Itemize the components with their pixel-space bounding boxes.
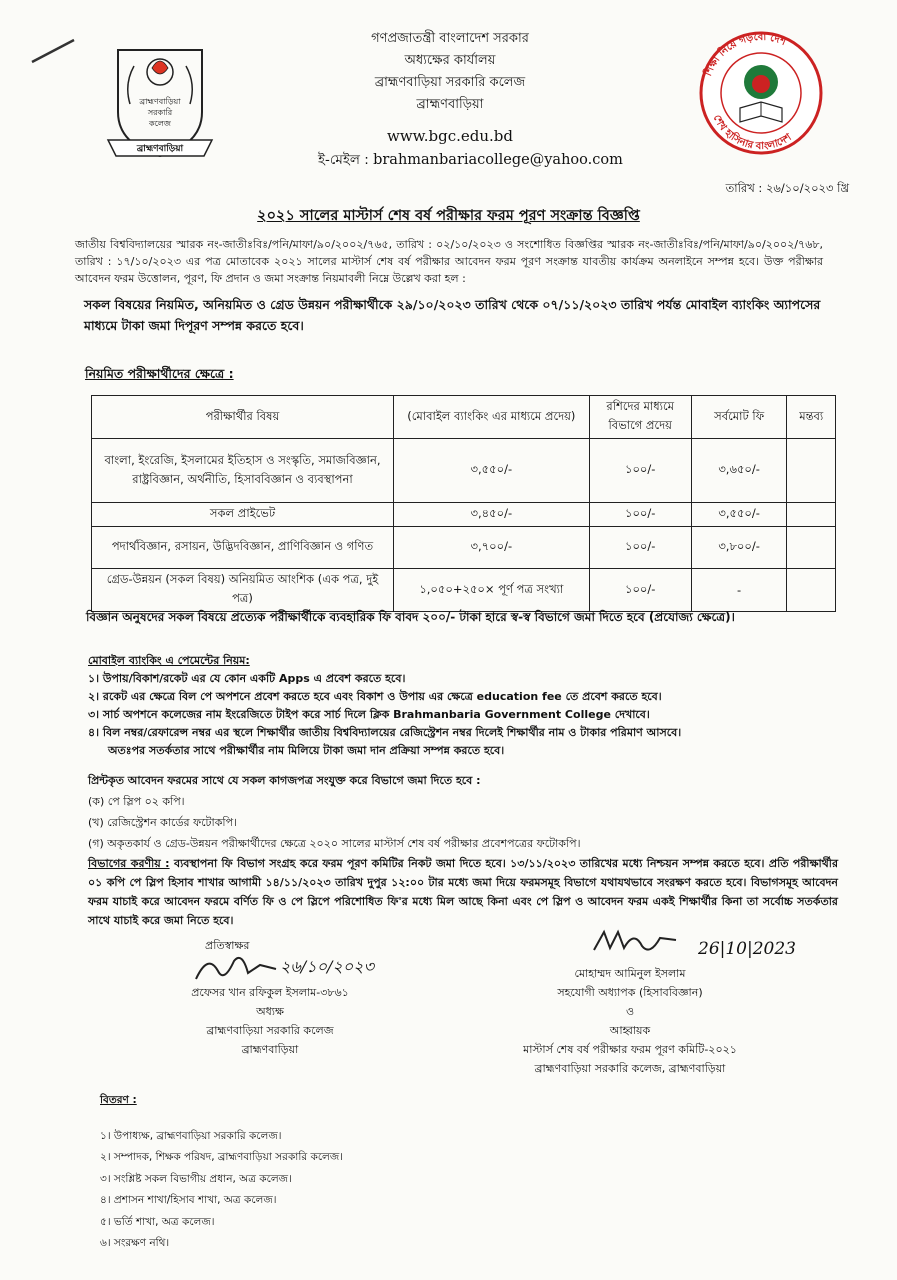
doc-item: (খ) রেজিস্ট্রেশন কার্ডের ফটোকপি। xyxy=(88,816,237,829)
svg-text:শিক্ষা নিয়ে গড়বো দেশ: শিক্ষা নিয়ে গড়বো দেশ xyxy=(703,31,788,78)
cell-total: - xyxy=(691,569,787,612)
logo-ribbon: ব্রাহ্মণবাড়িয়া xyxy=(136,144,184,154)
principal-place: ব্রাহ্মণবাড়িয়া xyxy=(241,1043,299,1056)
col-remarks: মন্তব্য xyxy=(787,396,836,439)
cell-remarks xyxy=(787,503,836,527)
pen-mark xyxy=(28,36,78,66)
cell-receipt: ১০০/- xyxy=(589,527,691,569)
col-total: সর্বমোট ফি xyxy=(691,396,787,439)
mobile-payment-rules xyxy=(88,652,838,760)
department-duties xyxy=(88,854,838,930)
rule-item: অতঃপর সতর্কতার সাথে পরীক্ষার্থীর নাম মিলিয়ে টাকা জমা দান প্রক্রিয়া সম্পন্ন করতে হবে। xyxy=(108,744,505,757)
rule-item: ১। উপায়/বিকাশ/রকেট এর যে কোন একটি Apps এ প্রবেশ করতে হবে। xyxy=(88,672,406,685)
rule-item: ২। রকেট এর ক্ষেত্রে বিল পে অপশনে প্রবেশ করতে হবে এবং বিকাশ ও উপায় এর ক্ষেত্রে education fee তে প্রবেশ করতে হবে। xyxy=(88,690,662,703)
principal-signature-block xyxy=(140,936,400,1059)
table-header-row xyxy=(92,396,836,439)
rule-item: ৩। সার্চ অপশনে কলেজের নাম ইংরেজিতে টাইপ করে সার্চ দিলে ক্লিক Brahmanbaria Government College দেখাবে। xyxy=(88,708,650,721)
cell-receipt: ১০০/- xyxy=(589,439,691,503)
office-line: অধ্যক্ষের কার্যালয় xyxy=(404,53,496,68)
cell-mobile: ১,০৫০+২৫০× পূর্ণ পত্র সংখ্যা xyxy=(394,569,590,612)
convener-name: মোহাম্মদ আমিনুল ইসলাম xyxy=(574,967,686,980)
regular-heading: নিয়মিত পরীক্ষার্থীদের ক্ষেত্রে : xyxy=(85,366,234,381)
cell-subject: গ্রেড-উন্নয়ন (সকল বিষয়) অনিয়মিত আংশিক (এক পত্র, দুই পত্র) xyxy=(92,569,394,612)
signature-scribble-icon xyxy=(590,926,680,960)
distribution-item: ৫। ভর্তি শাখা, অত্র কলেজ। xyxy=(100,1215,215,1228)
convener-signature-block xyxy=(470,926,796,1078)
payment-window-notice: সকল বিষয়ের নিয়মিত, অনিয়মিত ও গ্রেড উন্নয়ন পরীক্ষার্থীকে ২৯/১০/২০২৩ তারিখ থেকে ০৭/১১/২০২৩ তারিখ পর্যন্ত মোবাইল ব্যাংকিং অ্যাপসের মাধ্যমে টাকা জমা দিপূরণ সম্পন্ন করতে হবে। xyxy=(84,297,821,333)
convener-and: ও xyxy=(625,1005,635,1018)
principal-designation: অধ্যক্ষ xyxy=(256,1005,284,1018)
dept-text: ব্যবস্থাপনা ফি বিভাগ সংগ্রহ করে ফরম পূরণ কমিটির নিকট জমা দিতে হবে। ১৩/১১/২০২৩ তারিখের মধ্যে নিশ্চয়ন সম্পন্ন করতে হবে। প্রতি পরীক্ষার্থীর ০১ কপি পে স্লিপ হিসাব শাখার আগামী ১৪/১১/২০২৩ তারিখ দুপুর ১২:০০ টার মধ্যে জমা দিয়ে ফরমসমূহ বিভাগে যথাযথভাবে সংরক্ষণ করতে হবে। বিভাগসমূহ আবেদন ফরম যাচাই করে আবেদন ফরমে বর্ণিত ফি ও পে স্লিপে পরিশোধিত ফি'র মধ্যে মিল আছে কিনা এবং পে স্লিপ ও আবেদন ফরম একই শিক্ষার্থীর কিনা তা সর্বোচ্চ সতর্কতার সাথে যাচাই করে জমা নিতে হবে। xyxy=(88,857,838,927)
cell-total: ৩,৬৫০/- xyxy=(691,439,787,503)
fee-table xyxy=(91,395,836,612)
cell-remarks xyxy=(787,439,836,503)
cell-receipt: ১০০/- xyxy=(589,503,691,527)
city-line: ব্রাহ্মণবাড়িয়া xyxy=(416,97,484,112)
slogan-logo-right xyxy=(696,28,826,158)
distribution-list xyxy=(100,1090,343,1255)
cell-subject: সকল প্রাইভেট xyxy=(92,503,394,527)
col-subject: পরীক্ষার্থীর বিষয় xyxy=(92,396,394,439)
convener-designation: সহযোগী অধ্যাপক (হিসাববিজ্ঞান) xyxy=(557,986,703,999)
logo-text-1: ব্রাহ্মণবাড়িয়া xyxy=(139,97,181,106)
doc-item: (ক) পে স্লিপ ০২ কপি। xyxy=(88,795,185,808)
dept-label: বিভাগের করণীয় : xyxy=(88,857,170,870)
email-link[interactable]: brahmanbariacollege@yahoo.com xyxy=(373,152,623,168)
cell-total: ৩,৮০০/- xyxy=(691,527,787,569)
cell-mobile: ৩,৪৫০/- xyxy=(394,503,590,527)
cell-mobile: ৩,৭০০/- xyxy=(394,527,590,569)
principal-sign-date: ২৬/১০/২০২৩ xyxy=(280,957,374,976)
slogan-seal-icon xyxy=(696,28,826,158)
convener-role: আহ্বায়ক xyxy=(609,1024,651,1037)
letterhead xyxy=(300,28,600,147)
convener-sign-date: 26|10|2023 xyxy=(698,939,796,959)
govt-line: গণপ্রজাতন্ত্রী বাংলাদেশ সরকার xyxy=(371,31,529,46)
cell-subject: পদার্থবিজ্ঞান, রসায়ন, উদ্ভিদবিজ্ঞান, প্রাণিবিজ্ঞান ও গণিত xyxy=(92,527,394,569)
logo-text-2: সরকারি xyxy=(147,108,173,117)
mobile-heading: মোবাইল ব্যাংকিং এ পেমেন্টের নিয়ম: xyxy=(88,654,250,667)
distribution-item: ৬। সংরক্ষণ নথি। xyxy=(100,1237,170,1249)
table-row xyxy=(92,527,836,569)
email-line xyxy=(318,149,623,172)
table-row xyxy=(92,439,836,503)
cell-remarks xyxy=(787,569,836,612)
cell-mobile: ৩,৫৫০/- xyxy=(394,439,590,503)
logo-text-3: কলেজ xyxy=(149,119,171,128)
countersign-label: প্রতিস্বাক্ষর xyxy=(205,939,250,952)
doc-item: (গ) অকৃতকার্য ও গ্রেড-উন্নয়ন পরীক্ষার্থীদের ক্ষেত্রে ২০২০ সালের মাস্টার্স শেষ বর্ষ পরীক্ষার প্রবেশপত্রের ফটোকপি। xyxy=(88,837,581,850)
notice-date: তারিখ : ২৬/১০/২০২৩ খ্রি xyxy=(725,181,849,195)
website-link[interactable]: www.bgc.edu.bd xyxy=(387,127,513,145)
distribution-heading: বিতরণ : xyxy=(100,1094,137,1106)
email-label: ই-মেইল : xyxy=(318,152,369,168)
cell-receipt: ১০০/- xyxy=(589,569,691,612)
convener-committee: মাস্টার্স শেষ বর্ষ পরীক্ষার ফরম পূরণ কমিটি-২০২১ xyxy=(523,1043,737,1056)
science-practical-note: বিজ্ঞান অনুষদের সকল বিষয়ে প্রত্যেক পরীক্ষার্থীকে ব্যবহারিক ফি বাবদ ২০০/- টাকা হারে স্ব-স্ব বিভাগে জমা দিতে হবে (প্রযোজ্য ক্ষেত্রে)। xyxy=(86,610,735,624)
table-row xyxy=(92,569,836,612)
col-receipt: রশিদের মাধ্যমে বিভাগে প্রদেয় xyxy=(589,396,691,439)
principal-name: প্রফেসর খান রফিকুল ইসলাম-৩৮৬১ xyxy=(191,986,349,999)
convener-college: ব্রাহ্মণবাড়িয়া সরকারি কলেজ, ব্রাহ্মণবাড়িয়া xyxy=(534,1062,726,1075)
intro-paragraph: জাতীয় বিশ্ববিদ্যালয়ের স্মারক নং-জাতীঃবিঃ/পনি/মাফা/৯০/২০০২/৭৬৫, তারিখ : ০২/১০/২০২৩ ও সংশোধিত বিজ্ঞপ্তির স্মারক নং-জাতীঃবিঃ/পনি/মাফা/৯০/২০০২/৭৬৮, তারিখ : ১৭/১০/২০২৩ এর পত্র মোতাবেক ২০২১ সালের মাস্টার্স শেষ বর্ষ পরীক্ষার আবেদন ফরম পূরণ সংক্রান্ত যাবতীয় কার্যক্রম অনলাইনে সম্পন্ন হবে। উক্ত পরীক্ষার আবেদন ফরম উত্তোলন, পূরণ, ফি প্রদান ও জমা সংক্রান্ত নিয়মাবলী নিম্নে উল্লেখ করা হল : xyxy=(75,238,823,285)
docs-heading: প্রিন্টকৃত আবেদন ফরমের সাথে যে সকল কাগজপত্র সংযুক্ত করে বিভাগে জমা দিতে হবে : xyxy=(88,774,481,787)
distribution-item: ১। উপাধ্যক্ষ, ব্রাহ্মণবাড়িয়া সরকারি কলেজ। xyxy=(100,1129,282,1142)
signature-scribble-icon xyxy=(190,949,280,987)
svg-text:শেখ হাসিনার বাংলাদেশ: শেখ হাসিনার বাংলাদেশ xyxy=(710,113,794,153)
distribution-item: ৪। প্রশাসন শাখা/হিসাব শাখা, অত্র কলেজ। xyxy=(100,1194,277,1206)
required-documents xyxy=(88,770,838,854)
principal-college: ব্রাহ্মণবাড়িয়া সরকারি কলেজ xyxy=(206,1024,334,1037)
notice-title: ২০২১ সালের মাস্টার্স শেষ বর্ষ পরীক্ষার ফরম পূরণ সংক্রান্ত বিজ্ঞপ্তি xyxy=(257,208,640,224)
convener-signature xyxy=(470,926,796,964)
table-row xyxy=(92,503,836,527)
college-line: ব্রাহ্মণবাড়িয়া সরকারি কলেজ xyxy=(374,75,526,90)
rule-item: ৪। বিল নম্বর/রেফারেন্স নম্বর এর স্থলে শিক্ষার্থীর জাতীয় বিশ্ববিদ্যালয়ের রেজিস্ট্রেশন নম্বর দিলেই শিক্ষার্থীর নাম ও টাকার পরিমাণ আসবে। xyxy=(88,726,682,739)
cell-total: ৩,৫৫০/- xyxy=(691,503,787,527)
distribution-item: ২। সম্পাদক, শিক্ষক পরিষদ, ব্রাহ্মণবাড়িয়া সরকারি কলেজ। xyxy=(100,1151,344,1163)
college-logo-left xyxy=(100,32,220,162)
cell-remarks xyxy=(787,527,836,569)
col-mobile: (মোবাইল ব্যাংকিং এর মাধ্যমে প্রদেয়) xyxy=(394,396,590,439)
distribution-item: ৩। সংশ্লিষ্ট সকল বিভাগীয় প্রধান, অত্র কলেজ। xyxy=(100,1172,292,1185)
principal-signature xyxy=(140,955,400,983)
cell-subject: বাংলা, ইংরেজি, ইসলামের ইতিহাস ও সংস্কৃতি, সমাজবিজ্ঞান, রাষ্ট্রবিজ্ঞান, অর্থনীতি, হিসাববিজ্ঞান ও ব্যবস্থাপনা xyxy=(92,439,394,503)
